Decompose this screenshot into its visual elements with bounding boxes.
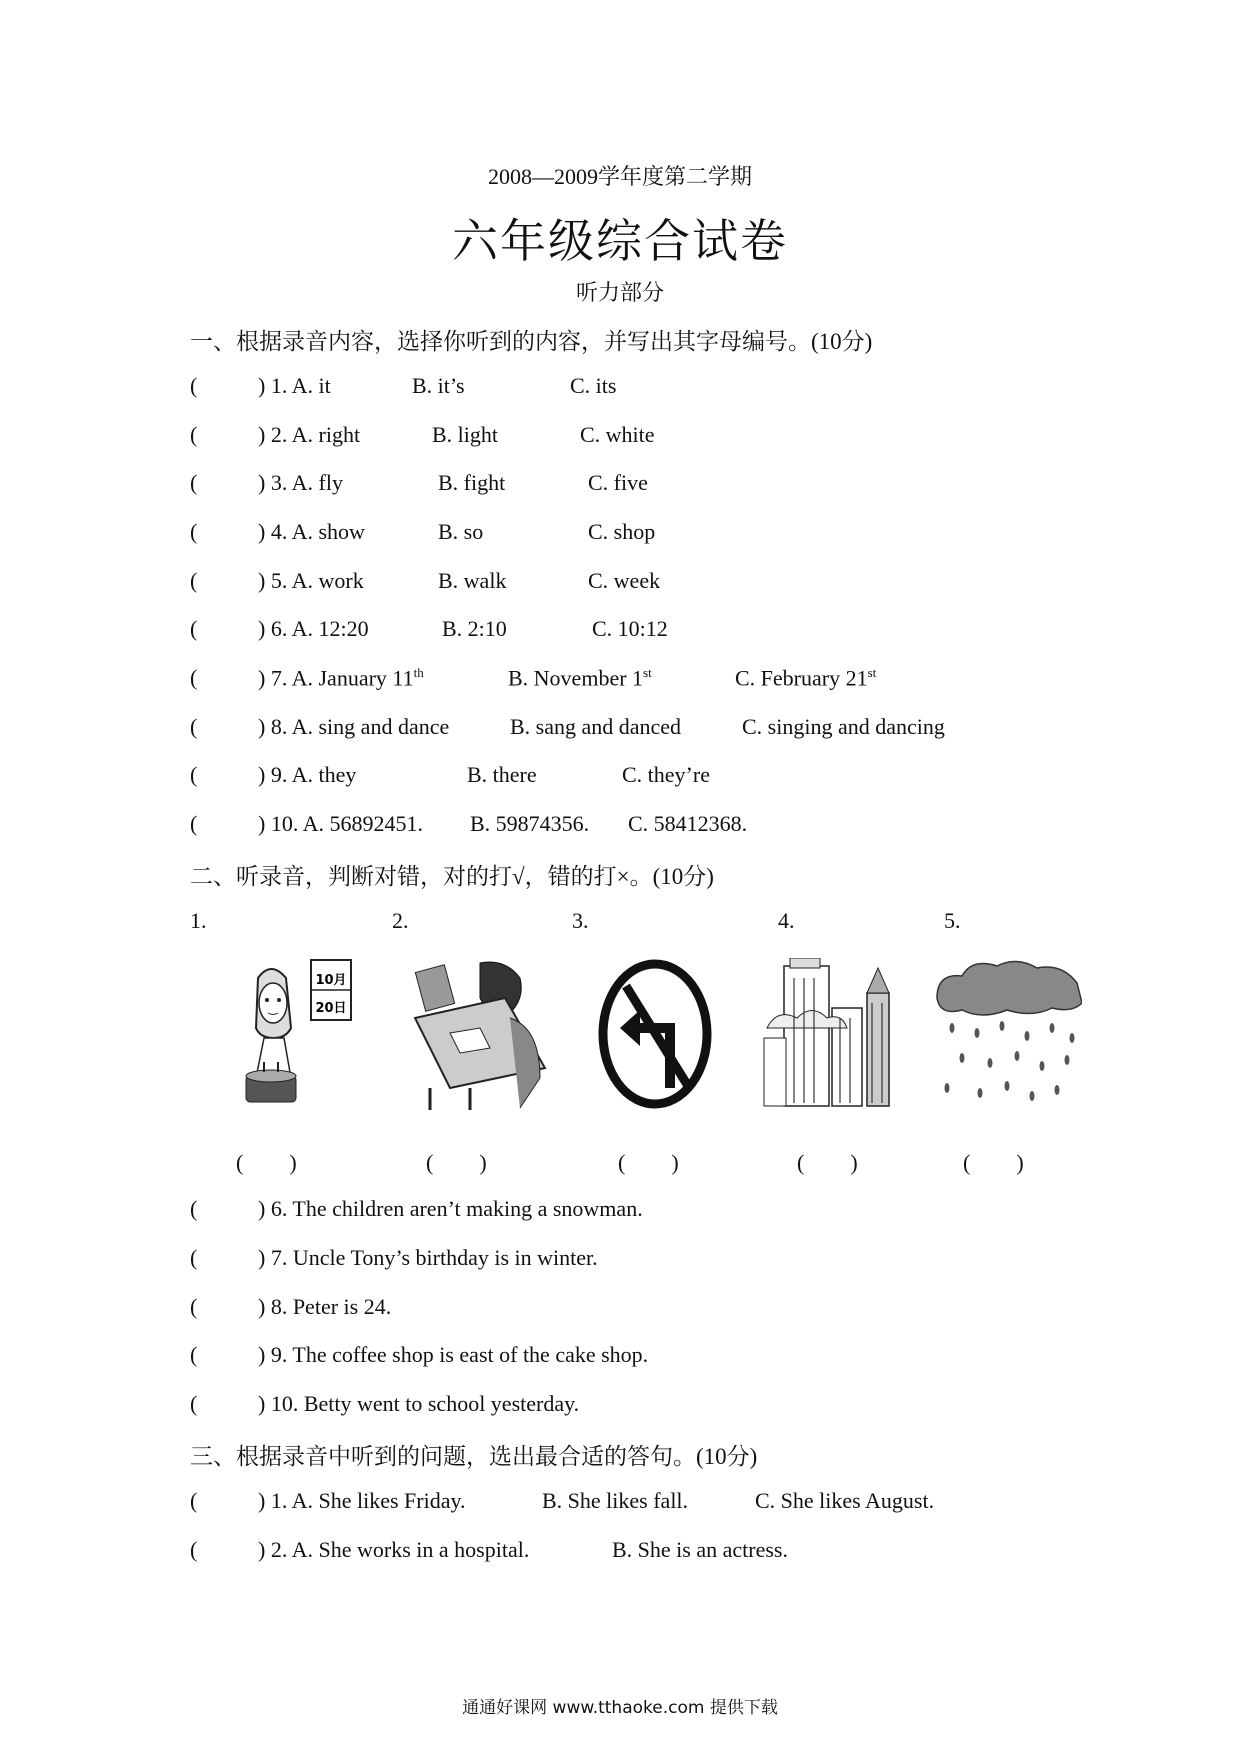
section2-heading: 二、听录音，判断对错，对的打√，错的打×。(10分) <box>190 864 714 889</box>
picture-answer-paren: ( ) <box>963 1150 1024 1175</box>
question-option-a: ) 10. A. 56892451. <box>258 811 423 836</box>
question-option-c: C. 58412368. <box>628 811 748 836</box>
picture-number: 3. <box>572 908 589 933</box>
calendar-month: 10月 <box>315 973 347 988</box>
statement: ) 6. The children aren’t making a snowman. <box>258 1196 643 1221</box>
question-option-c: C. She likes August. <box>755 1488 935 1513</box>
question-option-c: C. five <box>588 470 648 495</box>
section1-heading: 一、根据录音内容，选择你听到的内容，并写出其字母编号。(10分) <box>190 329 873 354</box>
no-left-turn-sign-picture <box>598 958 713 1110</box>
page-title: 六年级综合试卷 <box>452 216 788 267</box>
answer-paren: ( <box>190 1342 198 1367</box>
section3-heading: 三、根据录音中听到的问题，选出最合适的答句。(10分) <box>190 1444 758 1469</box>
picture-answer-paren: ( ) <box>236 1150 297 1175</box>
answer-paren: ( <box>190 470 198 495</box>
answer-paren: ( <box>190 1391 198 1416</box>
question-option-b: B. 59874356. <box>470 811 590 836</box>
question-option-b: B. it’s <box>412 373 465 398</box>
answer-paren: ( <box>190 1294 198 1319</box>
question-option-c: C. shop <box>588 519 656 544</box>
picture-number: 1. <box>190 908 207 933</box>
statement: ) 8. Peter is 24. <box>258 1294 392 1319</box>
rain-cloud-picture <box>932 958 1082 1110</box>
question-option-b: B. light <box>432 422 499 447</box>
picture-answer-paren: ( ) <box>426 1150 487 1175</box>
city-buildings-picture <box>762 958 902 1110</box>
question-option-a: ) 2. A. She works in a hospital. <box>258 1537 530 1562</box>
birthday-girl-picture <box>236 958 366 1110</box>
answer-paren: ( <box>190 373 198 398</box>
question-option-c: C. February 21st <box>735 665 877 691</box>
question-option-a: ) 9. A. they <box>258 762 357 787</box>
answer-paren: ( <box>190 762 198 787</box>
part-title: 听力部分 <box>575 280 664 305</box>
term-line: 2008—2009学年度第二学期 <box>487 164 752 189</box>
question-option-a: ) 1. A. She likes Friday. <box>258 1488 466 1513</box>
question-option-b: B. fight <box>438 470 506 495</box>
picture-answer-paren: ( ) <box>618 1150 679 1175</box>
answer-paren: ( <box>190 811 198 836</box>
question-option-a: ) 8. A. sing and dance <box>258 714 450 739</box>
answer-paren: ( <box>190 422 198 447</box>
question-option-c: C. week <box>588 568 661 593</box>
answer-paren: ( <box>190 1488 198 1513</box>
question-option-c: C. 10:12 <box>592 616 668 641</box>
picture-number: 4. <box>778 908 795 933</box>
answer-paren: ( <box>190 1245 198 1270</box>
picture-answer-paren: ( ) <box>797 1150 858 1175</box>
question-option-a: ) 1. A. it <box>258 373 331 398</box>
question-option-a: ) 5. A. work <box>258 568 364 593</box>
question-option-b: B. there <box>467 762 537 787</box>
footer-text: 通通好课网 www.tthaoke.com 提供下载 <box>462 1698 778 1718</box>
question-option-b: B. She is an actress. <box>612 1537 788 1562</box>
question-option-a: ) 6. A. 12:20 <box>258 616 369 641</box>
statement: ) 10. Betty went to school yesterday. <box>258 1391 580 1416</box>
question-option-b: B. so <box>438 519 484 544</box>
answer-paren: ( <box>190 519 198 544</box>
calendar-day: 20日 <box>315 1001 347 1016</box>
picture-number: 2. <box>392 908 409 933</box>
question-option-a: ) 2. A. right <box>258 422 361 447</box>
answer-paren: ( <box>190 568 198 593</box>
answer-paren: ( <box>190 1537 198 1562</box>
question-option-b: B. November 1st <box>508 665 652 691</box>
picture-number: 5. <box>944 908 961 933</box>
question-option-b: B. walk <box>438 568 507 593</box>
question-option-c: C. singing and dancing <box>742 714 945 739</box>
question-option-a: ) 3. A. fly <box>258 470 343 495</box>
question-option-a: ) 7. A. January 11th <box>258 665 424 691</box>
question-option-b: B. She likes fall. <box>542 1488 689 1513</box>
question-option-c: C. its <box>570 373 617 398</box>
question-option-a: ) 4. A. show <box>258 519 365 544</box>
answer-paren: ( <box>190 616 198 641</box>
question-option-b: B. 2:10 <box>442 616 507 641</box>
answer-paren: ( <box>190 714 198 739</box>
statement: ) 9. The coffee shop is east of the cake shop. <box>258 1342 649 1367</box>
answer-paren: ( <box>190 665 198 690</box>
question-option-b: B. sang and danced <box>510 714 682 739</box>
question-option-c: C. white <box>580 422 655 447</box>
studying-boy-picture <box>410 958 550 1110</box>
answer-paren: ( <box>190 1196 198 1221</box>
statement: ) 7. Uncle Tony’s birthday is in winter. <box>258 1245 598 1270</box>
question-option-c: C. they’re <box>622 762 710 787</box>
